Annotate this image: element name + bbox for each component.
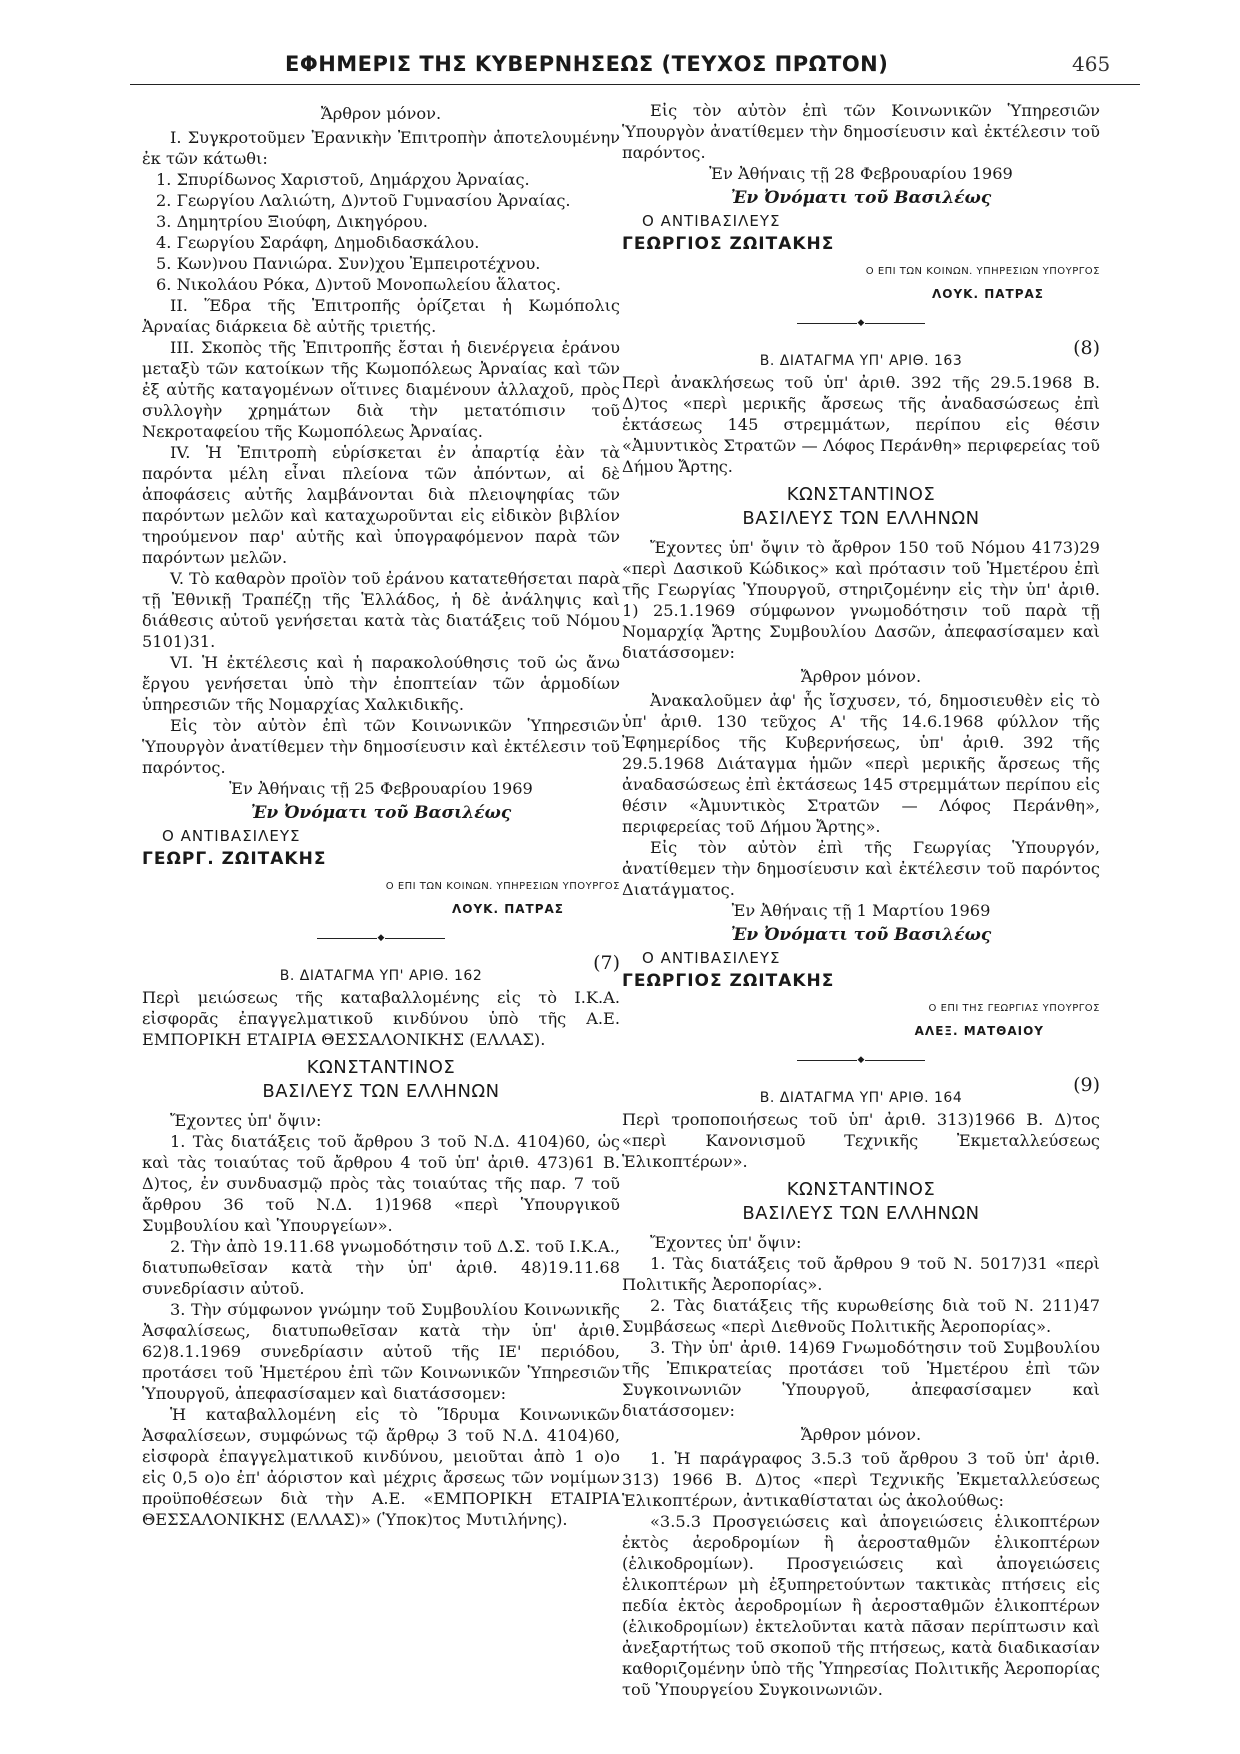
page-header [0,40,1240,90]
date-line: Ἐν Ἀθήναις τῇ 25 Φεβρουαρίου 1969 [229,779,533,798]
article-heading: Ἄρθρον μόνον. [800,667,922,686]
signature-role: Ο ΑΝΤΙΒΑΣΙΛΕΥΣ [642,212,781,230]
list-item: 2. Γεωργίου Λαλιώτη, Δ)ντοῦ Γυμνασίου Ἀρναίας. [156,191,571,210]
section-divider: ◆ [622,1050,1100,1071]
article-heading: Ἄρθρον μόνον. [800,1425,922,1444]
paragraph: «3.5.3 Προσγειώσεις καὶ ἀπογειώσεις ἑλικοπτέρων ἐκτὸς ἀεροδρομίων ἢ ἀεροσταθμῶν ἑλικοπτέρων (ἑλικοδρομίων). Προσγειώσεις καὶ ἀπογειώσεις ἑλικοπτέρων μὴ ἐξυπηρετούντων τακτικὰς πτήσεις εἰς πεδία ἐκτὸς ἀεροδρομίων ἢ ἀεροσταθμῶν ἑλικοπτέρων (ἑλικοδρομίων) ἐκτελοῦνται κατὰ πᾶσαν περίπτωσιν καὶ ἀνεξαρτήτως τοῦ σκοποῦ τῆς πτήσεως, κατὰ διαδικασίαν καθοριζομένην ὑπὸ τῆς Ὑπηρεσίας Πολιτικῆς Ἀεροπορίας τοῦ Ὑπουργείου Συγκοινωνιῶν. [622,1512,1100,1699]
paragraph: Εἰς τὸν αὐτὸν ἐπὶ τῶν Κοινωνικῶν Ὑπηρεσιῶν Ὑπουργὸν ἀνατίθεμεν τὴν δημοσίευσιν καὶ ἐκτέλεσιν τοῦ παρόντος. [622,101,1100,162]
decree-subject: Περὶ τροποποιήσεως τοῦ ὑπ' ἀριθ. 313)1966 Β. Δ)τος «περὶ Κανονισμοῦ Τεχνικῆς Ἐκμεταλλεύσεως Ἑλικοπτέρων». [622,1110,1100,1171]
king-heading [142,1056,620,1104]
minister-name: ΛΟΥΚ. ΠΑΤΡΑΣ [931,287,1044,301]
paragraph: 1. Τὰς διατάξεις τοῦ ἄρθρου 9 τοῦ Ν. 5017)31 «περὶ Πολιτικῆς Ἀεροπορίας». [622,1254,1100,1294]
decree-header [142,953,620,987]
decree-header [622,1075,1100,1109]
minister-name: ΛΟΥΚ. ΠΑΤΡΑΣ [451,902,564,916]
article-heading: Ἄρθρον μόνον. [320,104,442,123]
decree-title: Β. ΔΙΑΤΑΓΜΑ ΥΠ' ΑΡΙΘ. 162 [279,968,483,984]
list-item: 3. Δημητρίου Ξιούφη, Δικηγόρου. [156,212,428,231]
left-column [142,100,620,1530]
paragraph: Ἀνακαλοῦμεν ἀφ' ἧς ἴσχυσεν, τό, δημοσιευθὲν εἰς τὸ ὑπ' ἀριθ. 130 τεῦχος Α' τῆς 14.6.1968 φύλλον τῆς Ἐφημερίδος τῆς Κυβερνήσεως, ὑπ' ἀριθ. 392 τῆς 29.5.1968 Διάταγμα ἡμῶν «περὶ μερικῆς ἄρσεως τῆς ἀναδασώσεως ἐπὶ ἐκτάσεως 145 στρεμμάτων περίπου εἰς θέσιν «Ἀμυντικὸς Στρατῶν — Λόφος Περάνθη», περιφερείας τοῦ Δήμου Ἄρτης». [622,691,1100,836]
paragraph: II. Ἕδρα τῆς Ἐπιτροπῆς ὁρίζεται ἡ Κωμόπολις Ἀρναίας διάρκεια δὲ αὐτῆς τριετής. [142,296,620,336]
paragraph: 2. Τὰς διατάξεις τῆς κυρωθείσης διὰ τοῦ Ν. 211)47 Συμβάσεως «περὶ Διεθνοῦς Πολιτικῆς Ἀεροπορίας». [622,1296,1100,1336]
paragraph: V. Τὸ καθαρὸν προϊὸν τοῦ ἐράνου κατατεθήσεται παρὰ τῇ Ἐθνικῇ Τραπέζῃ τῆς Ἑλλάδος, ἡ δὲ ἀνάληψις καὶ διάθεσις αὐτοῦ γενήσεται κατὰ τὰς διατάξεις τοῦ Νόμου 5101)31. [142,569,620,651]
king-name: ΚΩΝΣΤΑΝΤΙΝΟΣ [306,1057,456,1078]
signature-role: Ο ΑΝΤΙΒΑΣΙΛΕΥΣ [642,949,781,967]
decree-number: (7) [593,952,620,974]
paragraph: Ἔχοντες ὑπ' ὄψιν: [170,1111,322,1130]
list-item: 4. Γεωργίου Σαράφη, Δημοδιδασκάλου. [156,233,480,252]
page-number: 465 [1072,52,1111,76]
signature-formula: Ἐν Ὀνόματι τοῦ Βασιλέως [250,803,512,823]
decree-number: (8) [1073,337,1100,359]
list-item: 1. Σπυρίδωνος Χαριστοῦ, Δημάρχου Ἀρναίας. [156,170,530,189]
gazette-title: ΕΦΗΜΕΡΙΣ ΤΗΣ ΚΥΒΕΡΝΗΣΕΩΣ (ΤΕΥΧΟΣ ΠΡΩΤΟΝ) [285,52,889,76]
signature-name: ΓΕΩΡΓ. ΖΩΙΤΑΚΗΣ [142,849,327,869]
paragraph: Εἰς τὸν αὐτὸν ἐπὶ τῆς Γεωργίας Ὑπουργόν, ἀνατίθεμεν τὴν δημοσίευσιν καὶ ἐκτέλεσιν τοῦ παρόντος Διατάγματος. [622,838,1100,899]
decree-number: (9) [1073,1074,1100,1096]
decree-title: Β. ΔΙΑΤΑΓΜΑ ΥΠ' ΑΡΙΘ. 163 [759,353,963,369]
decree-subject: Περὶ μειώσεως τῆς καταβαλλομένης εἰς τὸ Ι.Κ.Α. εἰσφορᾶς ἐπαγγελματικοῦ κινδύνου ὑπὸ τῆς Α.Ε. ΕΜΠΟΡΙΚΗ ΕΤΑΙΡΙΑ ΘΕΣΣΑΛΟΝΙΚΗΣ (ΕΛΛΑΣ). [142,988,620,1049]
section-divider: ◆ [142,928,620,949]
signature-role: Ο ΑΝΤΙΒΑΣΙΛΕΥΣ [162,827,301,845]
paragraph: III. Σκοπὸς τῆς Ἐπιτροπῆς ἔσται ἡ διενέργεια ἐράνου μεταξὺ τῶν κατοίκων τῆς Κωμοπόλεως Ἀρναίας καὶ τῶν ἐξ αὐτῆς καταγομένων οἵτινες διαμένουν ἀλλαχοῦ, πρὸς συλλογὴν χρημάτων διὰ τὴν μετατόπισιν τοῦ Νεκροταφείου τῆς Κωμοπόλεως Ἀρναίας. [142,338,620,441]
king-title: ΒΑΣΙΛΕΥΣ ΤΩΝ ΕΛΛΗΝΩΝ [742,508,980,529]
paragraph: 3. Τὴν ὑπ' ἀριθ. 14)69 Γνωμοδότησιν τοῦ Συμβουλίου τῆς Ἐπικρατείας προτάσει τοῦ Ἡμετέρου ἐπὶ τῶν Συγκοινωνιῶν Ὑπουργοῦ, ἀπεφασίσαμεν καὶ διατάσσομεν: [622,1338,1100,1420]
signature-formula: Ἐν Ὀνόματι τοῦ Βασιλέως [730,188,992,208]
signature-name: ΓΕΩΡΓΙΟΣ ΖΩΙΤΑΚΗΣ [622,234,835,254]
decree-header [622,338,1100,372]
paragraph: I. Συγκροτοῦμεν Ἐρανικὴν Ἐπιτροπὴν ἀποτελουμένην ἐκ τῶν κάτωθι: [142,128,620,168]
paragraph: VI. Ἡ ἐκτέλεσις καὶ ἡ παρακολούθησις τοῦ ὡς ἄνω ἔργου γενήσεται ὑπὸ τὴν ἐποπτείαν τῶν ἁρμοδίων ὑπηρεσιῶν τῆς Νομαρχίας Χαλκιδικῆς. [142,653,620,714]
minister-title: Ο ΕΠΙ ΤΩΝ ΚΟΙΝΩΝ. ΥΠΗΡΕΣΙΩΝ ΥΠΟΥΡΓΟΣ [385,881,620,892]
paragraph: 1. Τὰς διατάξεις τοῦ ἄρθρου 3 τοῦ Ν.Δ. 4104)60, ὡς καὶ τὰς τοιαύτας τοῦ ἄρθρου 4 τοῦ ὑπ' ἀριθ. 473)61 Β. Δ)τος, ἐν συνδυασμῷ πρὸς τὰς τοιαύτας τῆς παρ. 7 τοῦ ἄρθρου 36 τοῦ Ν.Δ. 1)1968 «περὶ Ὑπουργικοῦ Συμβουλίου καὶ Ὑπουργείων». [142,1132,620,1235]
section-divider: ◆ [622,313,1100,334]
paragraph: Ἔχοντες ὑπ' ὄψιν: [650,1233,802,1252]
paragraph: 2. Τὴν ἀπὸ 19.11.68 γνωμοδότησιν τοῦ Δ.Σ. τοῦ Ι.Κ.Α., διατυπωθεῖσαν κατὰ τὴν ὑπ' ἀριθ. 48)19.11.68 συνεδρίασιν αὐτοῦ. [142,1237,620,1298]
king-heading [622,1178,1100,1226]
decree-subject: Περὶ ἀνακλήσεως τοῦ ὑπ' ἀριθ. 392 τῆς 29.5.1968 Β. Δ)τος «περὶ μερικῆς ἄρσεως τῆς ἀναδασώσεως ἐπὶ ἐκτάσεως 145 στρεμμάτων, περίπου εἰς θέσιν «Ἀμυντικὸς Στρατῶν — Λόφος Περάνθη» περιφερείας τοῦ Δήμου Ἄρτης. [622,373,1100,476]
list-item: 5. Κων)νου Πανιώρα. Συν)χου Ἐμπειροτέχνου. [156,254,541,273]
king-title: ΒΑΣΙΛΕΥΣ ΤΩΝ ΕΛΛΗΝΩΝ [742,1203,980,1224]
paragraph: Ἔχοντες ὑπ' ὄψιν τὸ ἄρθρον 150 τοῦ Νόμου 4173)29 «περὶ Δασικοῦ Κώδικος» καὶ πρότασιν τοῦ Ἡμετέρου ἐπὶ τῆς Γεωργίας Ὑπουργοῦ, στηριζομένην εἰς τὴν ὑπ' ἀριθ. 1) 25.1.1969 σύμφωνον γνωμοδότησιν τοῦ παρὰ τῇ Νομαρχίᾳ Ἄρτης Συμβουλίου Δασῶν, ἀπεφασίσαμεν καὶ διατάσσομεν: [622,538,1100,662]
right-column [622,100,1100,1700]
signature-name: ΓΕΩΡΓΙΟΣ ΖΩΙΤΑΚΗΣ [622,971,835,991]
minister-title: Ο ΕΠΙ ΤΗΣ ΓΕΩΡΓΙΑΣ ΥΠΟΥΡΓΟΣ [928,1003,1100,1014]
king-name: ΚΩΝΣΤΑΝΤΙΝΟΣ [786,1179,936,1200]
king-name: ΚΩΝΣΤΑΝΤΙΝΟΣ [786,484,936,505]
paragraph: IV. Ἡ Ἐπιτροπὴ εὑρίσκεται ἐν ἀπαρτίᾳ ἐὰν τὰ παρόντα μέλη εἶναι πλείονα τῶν ἀπόντων, αἱ δὲ ἀποφάσεις αὐτῆς λαμβάνονται διὰ πλειοψηφίας τῶν παρόντων μελῶν καὶ καταχωροῦνται εἰς εἰδικὸν βιβλίον τηρούμενον παρ' αὐτῆς καὶ ὑπογραφόμενον παρὰ τῶν παρόντων μελῶν. [142,443,620,567]
minister-title: Ο ΕΠΙ ΤΩΝ ΚΟΙΝΩΝ. ΥΠΗΡΕΣΙΩΝ ΥΠΟΥΡΓΟΣ [865,266,1100,277]
king-heading [622,483,1100,531]
king-title: ΒΑΣΙΛΕΥΣ ΤΩΝ ΕΛΛΗΝΩΝ [262,1081,500,1102]
signature-formula: Ἐν Ὀνόματι τοῦ Βασιλέως [730,925,992,945]
paragraph: Ἡ καταβαλλομένη εἰς τὸ Ἵδρυμα Κοινωνικῶν Ἀσφαλίσεων, συμφώνως τῷ ἄρθρῳ 3 τοῦ Ν.Δ. 4104)60, εἰσφορὰ ἐπαγγελματικοῦ κινδύνου, μειοῦται ἀπὸ 1 ο)ο εἰς 0,5 ο)ο ἐπ' ἀόριστον καὶ μέχρις ἄρσεως τῶν νομίμων προϋποθέσεων διὰ τὴν Α.Ε. «ΕΜΠΟΡΙΚΗ ΕΤΑΙΡΙΑ ΘΕΣΣΑΛΟΝΙΚΗΣ (ΕΛΛΑΣ)» (Ὑποκ)τος Μυτιλήνης). [142,1405,620,1529]
paragraph: 1. Ἡ παράγραφος 3.5.3 τοῦ ἄρθρου 3 τοῦ ὑπ' ἀριθ. 313) 1966 Β. Δ)τος «περὶ Τεχνικῆς Ἐκμεταλλεύσεως Ἑλικοπτέρων, ἀντικαθίσταται ὡς ἀκολούθως: [622,1449,1100,1510]
header-rule [130,84,1140,85]
decree-title: Β. ΔΙΑΤΑΓΜΑ ΥΠ' ΑΡΙΘ. 164 [759,1090,963,1106]
minister-name: ΑΛΕΞ. ΜΑΤΘΑΙΟΥ [914,1024,1044,1038]
paragraph: 3. Τὴν σύμφωνον γνώμην τοῦ Συμβουλίου Κοινωνικῆς Ἀσφαλίσεως, διατυπωθεῖσαν κατὰ τὴν ὑπ' ἀριθ. 62)8.1.1969 συνεδρίασιν αὐτοῦ τῆς ΙΕ' περιόδου, προτάσει τοῦ Ἡμετέρου ἐπὶ τῶν Κοινωνικῶν Ὑπηρεσιῶν Ὑπουργοῦ, ἀπεφασίσαμεν καὶ διατάσσομεν: [142,1300,620,1403]
date-line: Ἐν Ἀθήναις τῇ 28 Φεβρουαρίου 1969 [709,164,1013,183]
list-item: 6. Νικολάου Ρόκα, Δ)ντοῦ Μονοπωλείου ἅλατος. [156,275,561,294]
paragraph: Εἰς τὸν αὐτὸν ἐπὶ τῶν Κοινωνικῶν Ὑπηρεσιῶν Ὑπουργὸν ἀνατίθεμεν τὴν δημοσίευσιν καὶ ἐκτέλεσιν τοῦ παρόντος. [142,716,620,777]
date-line: Ἐν Ἀθήναις τῇ 1 Μαρτίου 1969 [731,901,991,920]
